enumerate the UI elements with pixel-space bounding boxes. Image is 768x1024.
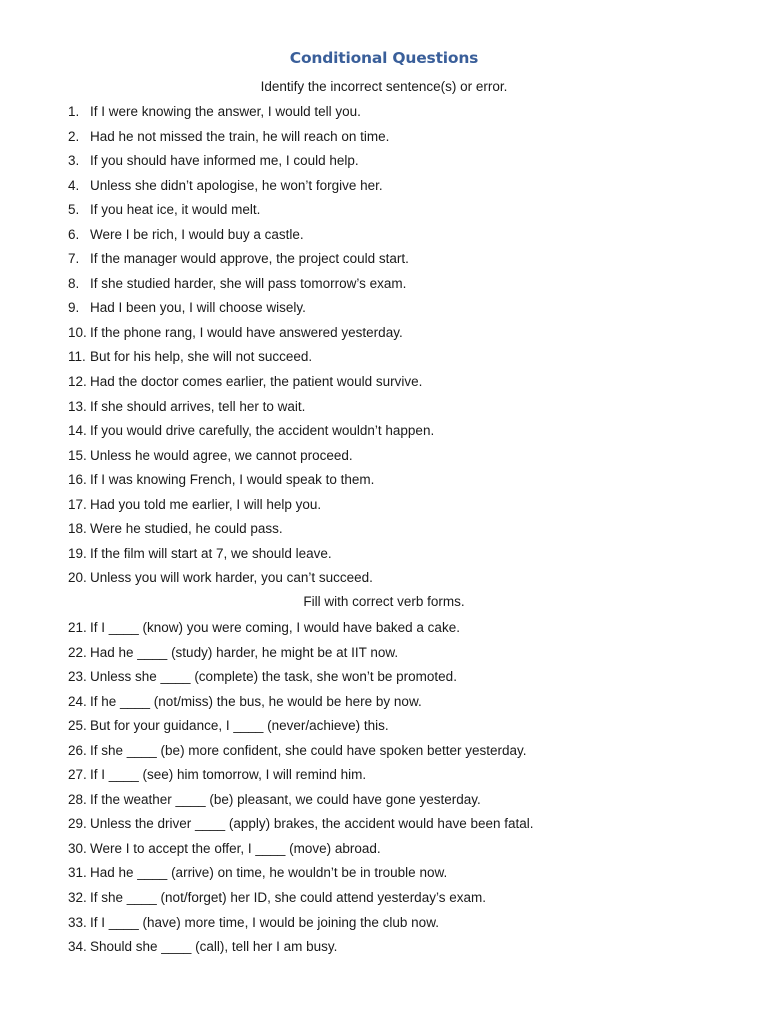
question-item (0, 813, 768, 838)
question-text: Had he not missed the train, he will reach on time. (90, 128, 390, 144)
question-text: If you would drive carefully, the accident wouldn’t happen. (90, 423, 435, 439)
question-number: 12. (68, 374, 87, 390)
question-text: If she should arrives, tell her to wait. (90, 398, 306, 414)
question-item (0, 126, 768, 151)
question-item (0, 887, 768, 912)
question-text: Unless he would agree, we cannot proceed. (90, 447, 353, 463)
question-number: 10. (68, 324, 87, 340)
question-number: 21. (68, 620, 87, 635)
question-number: 15. (68, 447, 87, 463)
question-item (0, 764, 768, 789)
question-text: Should she ____ (call), tell her I am busy. (90, 939, 338, 955)
question-text: Had the doctor comes earlier, the patient would survive. (90, 374, 423, 390)
question-item (0, 101, 768, 126)
question-item (0, 862, 768, 887)
question-item (0, 617, 768, 642)
question-text: If she ____ (be) more confident, she could have spoken better yesterday. (90, 742, 527, 758)
question-number: 9. (68, 300, 80, 316)
question-item (0, 445, 768, 470)
question-text: Unless she ____ (complete) the task, she won’t be promoted. (90, 669, 457, 685)
question-item (0, 494, 768, 519)
question-text: Unless she didn’t apologise, he won’t forgive her. (90, 177, 383, 193)
question-text: Had he ____ (study) harder, he might be at IIT now. (90, 644, 399, 660)
question-text: Were I to accept the offer, I ____ (move) abroad. (90, 840, 381, 856)
question-item (0, 150, 768, 175)
question-text: Unless the driver ____ (apply) brakes, the accident would have been fatal. (90, 816, 534, 832)
question-text: If you should have informed me, I could help. (90, 153, 359, 169)
question-number: 28. (68, 791, 87, 807)
question-text: If the film will start at 7, we should leave. (90, 545, 332, 561)
question-number: 18. (68, 521, 87, 537)
question-text: Unless you will work harder, you can’t succeed. (90, 570, 373, 586)
question-number: 11. (68, 349, 86, 365)
question-text: If the manager would approve, the project could start. (90, 251, 409, 267)
question-text: If I ____ (see) him tomorrow, I will remind him. (90, 767, 367, 783)
question-item (0, 715, 768, 740)
question-number: 34. (68, 939, 87, 955)
question-text: Had you told me earlier, I will help you. (90, 496, 322, 512)
question-item (0, 371, 768, 396)
question-text: But for your guidance, I ____ (never/achieve) this. (90, 718, 389, 734)
question-text: Had he ____ (arrive) on time, he wouldn’t be in trouble now. (90, 865, 448, 881)
question-item (0, 297, 768, 322)
question-item (0, 838, 768, 863)
question-number: 2. (68, 128, 80, 144)
question-item (0, 396, 768, 421)
question-item (0, 543, 768, 568)
question-text: If he ____ (not/miss) the bus, he would be here by now. (90, 693, 422, 709)
question-number: 4. (68, 177, 80, 193)
page-title: Conditional Questions (289, 49, 479, 67)
question-item (0, 642, 768, 667)
question-number: 24. (68, 693, 87, 709)
question-number: 19. (68, 545, 87, 561)
question-number: 20. (68, 570, 87, 586)
question-item (0, 740, 768, 765)
question-number: 17. (68, 496, 87, 512)
question-number: 32. (68, 890, 87, 906)
question-number: 25. (68, 718, 87, 734)
question-item (0, 789, 768, 814)
question-number: 14. (68, 423, 87, 439)
question-item (0, 518, 768, 543)
question-number: 1. (68, 104, 80, 119)
question-number: 5. (68, 202, 80, 218)
question-text: Were I be rich, I would buy a castle. (90, 226, 304, 242)
question-number: 33. (68, 914, 87, 930)
question-item (0, 567, 768, 592)
question-number: 23. (68, 669, 87, 685)
question-item (0, 936, 768, 961)
question-text: If the phone rang, I would have answered yesterday. (90, 324, 403, 340)
question-text: If I were knowing the answer, I would tell you. (90, 104, 361, 119)
section-2-question-list (0, 617, 768, 961)
question-text: If I was knowing French, I would speak to them. (90, 472, 375, 488)
question-number: 8. (68, 275, 80, 291)
section-1-question-list (0, 101, 768, 592)
question-text: But for his help, she will not succeed. (90, 349, 313, 365)
section-1-instruction: Identify the incorrect sentence(s) or error. (260, 79, 508, 94)
question-number: 29. (68, 816, 87, 832)
question-item (0, 666, 768, 691)
question-item (0, 248, 768, 273)
question-item (0, 175, 768, 200)
question-number: 26. (68, 742, 87, 758)
question-text: If I ____ (have) more time, I would be joining the club now. (90, 914, 439, 930)
question-item (0, 420, 768, 445)
question-number: 22. (68, 644, 87, 660)
question-number: 7. (68, 251, 80, 267)
question-number: 31. (68, 865, 87, 881)
question-item (0, 346, 768, 371)
question-number: 16. (68, 472, 87, 488)
section-2-instruction: Fill with correct verb forms. (303, 594, 465, 609)
question-text: If the weather ____ (be) pleasant, we could have gone yesterday. (90, 791, 481, 807)
question-text: If you heat ice, it would melt. (90, 202, 261, 218)
question-number: 27. (68, 767, 87, 783)
question-text: Had I been you, I will choose wisely. (90, 300, 306, 316)
question-text: If she studied harder, she will pass tomorrow’s exam. (90, 275, 407, 291)
question-text: If she ____ (not/forget) her ID, she could attend yesterday’s exam. (90, 890, 486, 906)
question-number: 13. (68, 398, 87, 414)
question-number: 30. (68, 840, 87, 856)
question-text: If I ____ (know) you were coming, I would have baked a cake. (90, 620, 460, 635)
question-number: 3. (68, 153, 80, 169)
question-item (0, 691, 768, 716)
question-item (0, 912, 768, 937)
question-item (0, 224, 768, 249)
question-item (0, 469, 768, 494)
question-item (0, 273, 768, 298)
question-number: 6. (68, 226, 80, 242)
question-item (0, 322, 768, 347)
question-item (0, 199, 768, 224)
question-text: Were he studied, he could pass. (90, 521, 283, 537)
